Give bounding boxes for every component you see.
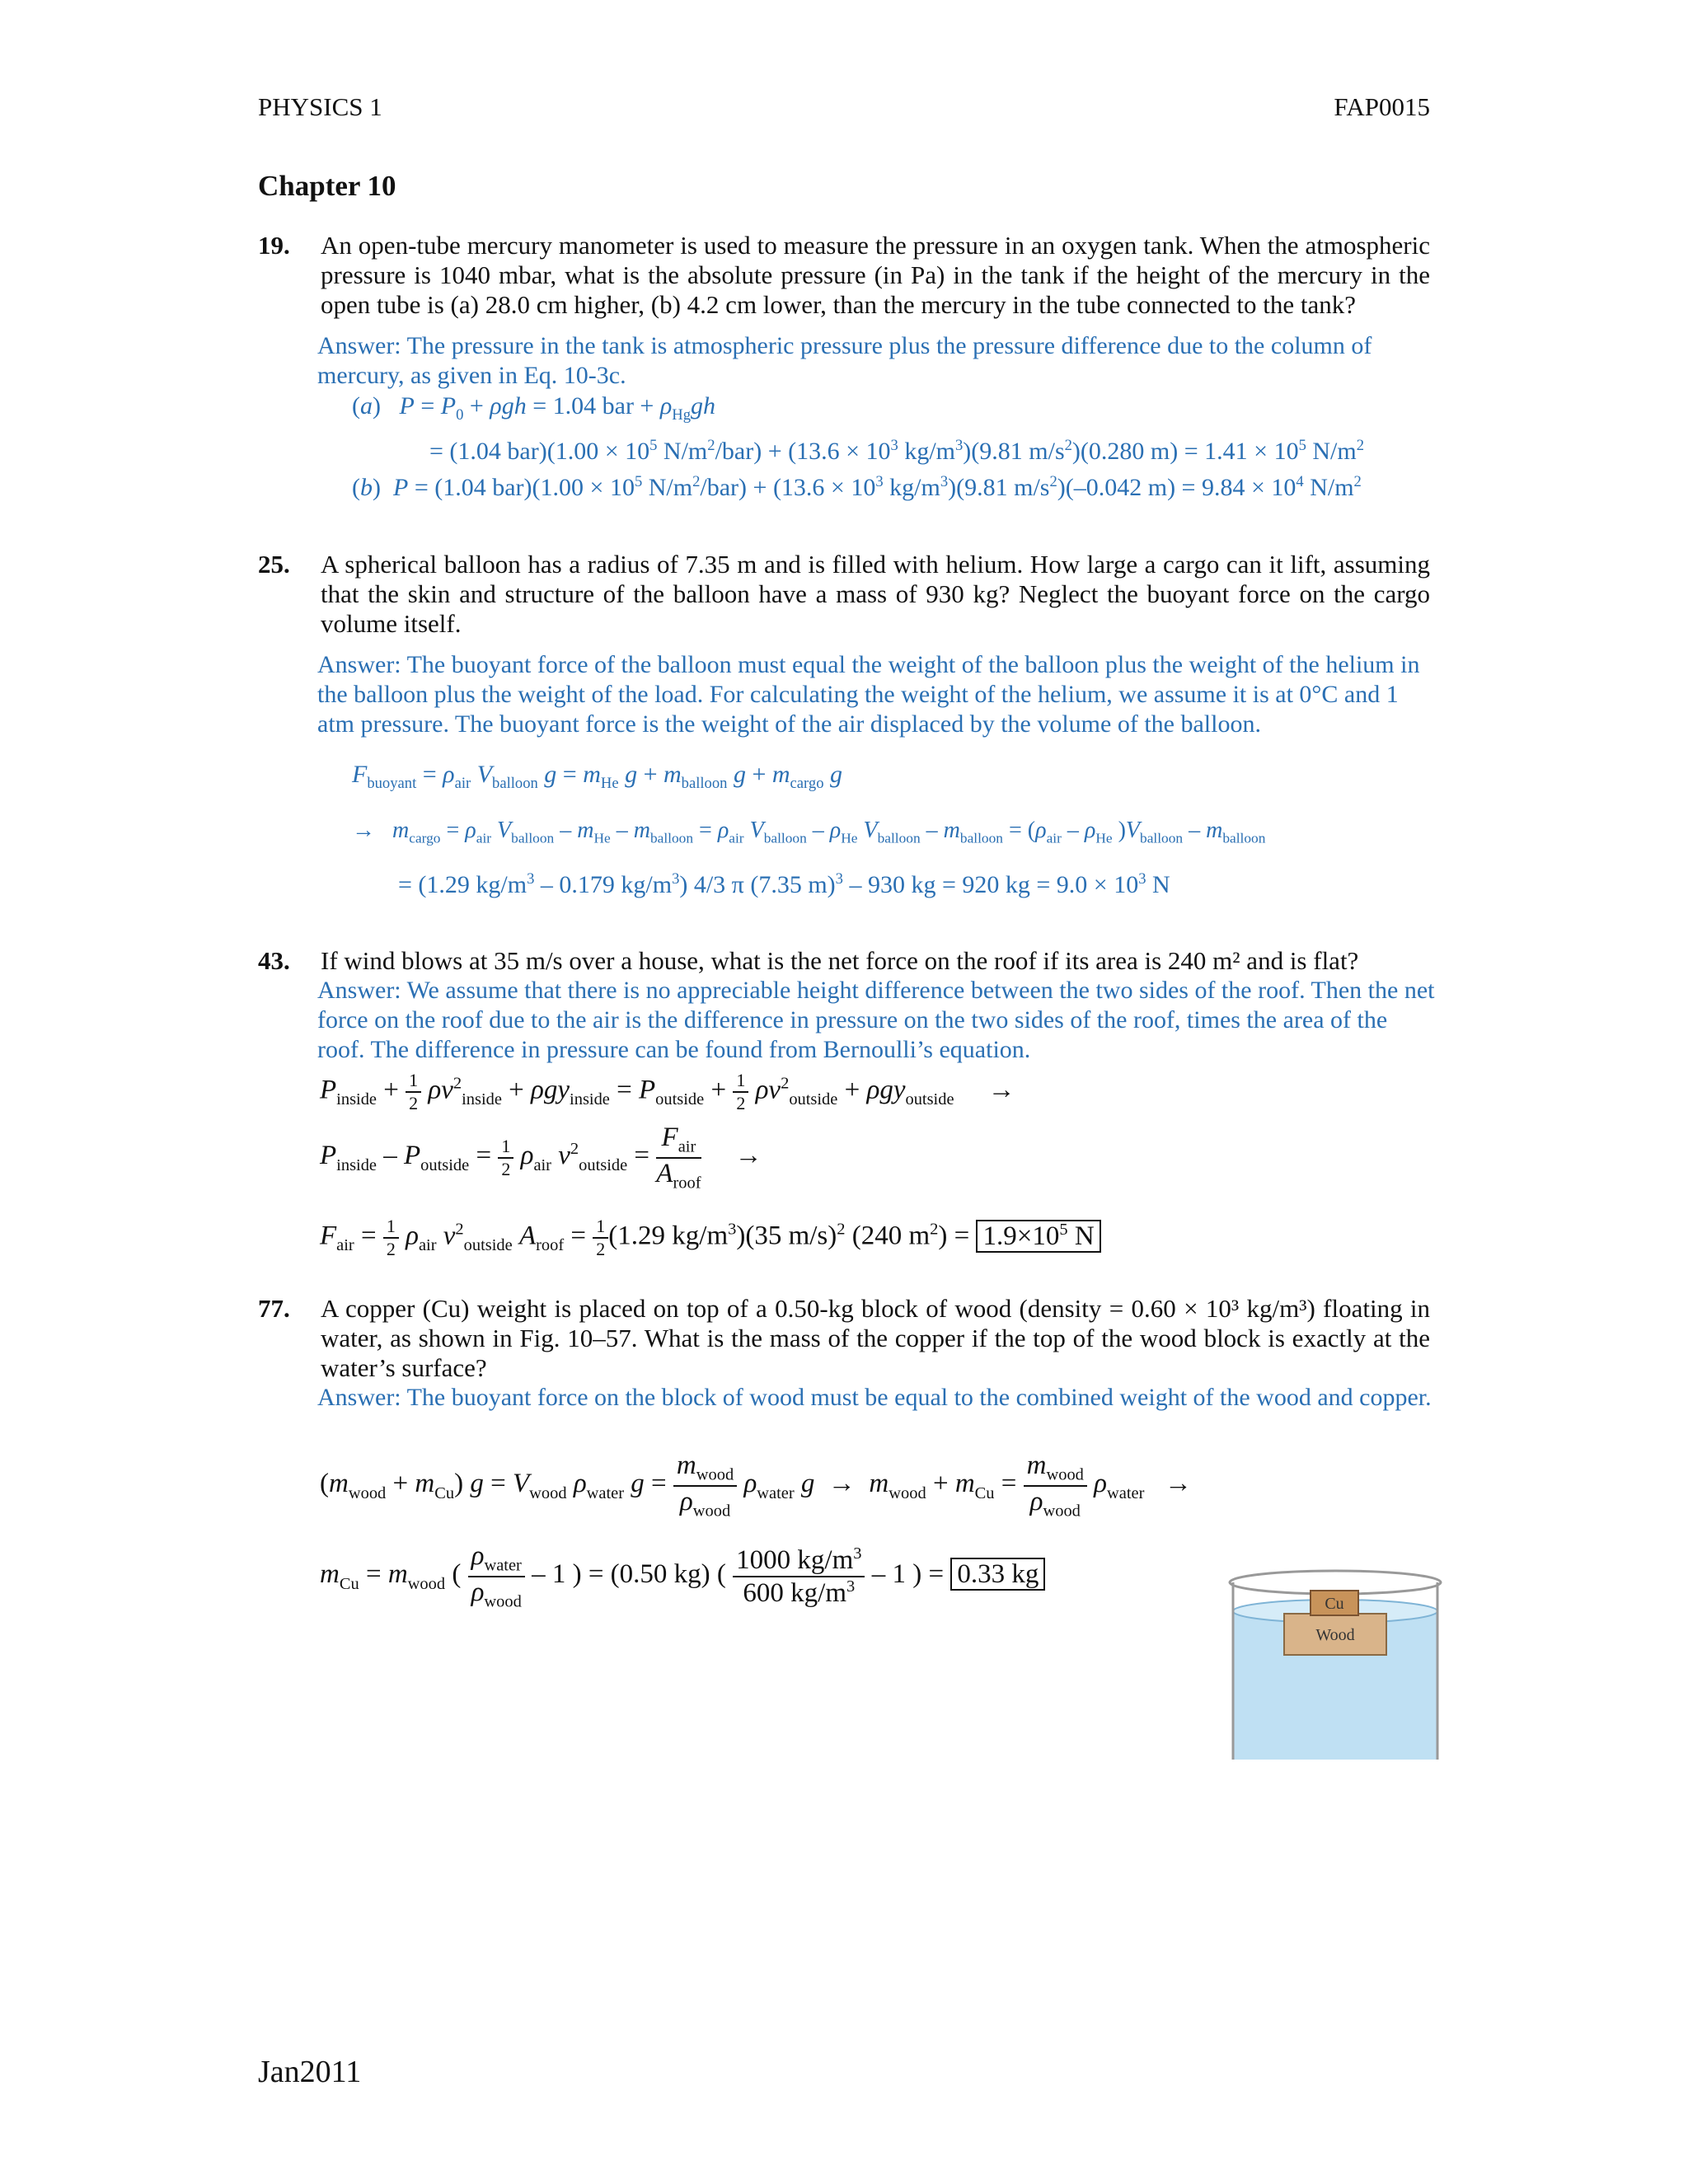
equation-19a-value: = (1.04 $bar)(1.00 \times 10^5$ $N/m^2/bar) + (13.6 \times 10^3$ $kg/m^3)(9.81$ $m/s^2)(0.280$ $m) = 1.41 \times 10^5$ $N/m^2$ [429,437,1365,465]
equation-19a: (a) $P = P_0 + \rho gh = 1.04$ bar + $\rho_{Hg}gh$ [352,392,715,424]
chapter-title: Chapter 10 [258,170,396,202]
answer-box: $1.9\times 10^5$ N [976,1220,1100,1253]
force-result-equation: $F_{air}$ = $\frac{1}{2}$ $\rho_{air}$ $v^2_{outside}$ $A_{roof}$ = $\frac{1}{2}$ (1.29 $kg/m^3)(35$ m/s)$^2$ (240 $m^2) = 1.9\times 10^5$ N [320,1216,1101,1260]
problem-19 [258,231,1430,503]
problem-answer: Answer: The buoyant force of the balloon must equal the weight of the balloon plus the weight of the helium in the balloon plus the weight of the load. For calculating the weight of the helium, we assume it is at 0°C and 1 atm pressure. The buoyant force is the weight of the air displaced by the volume of the balloon. [317,651,1420,738]
course-code: FAP0015 [1334,92,1430,121]
footer-date: Jan2011 [258,2055,362,2089]
pressure-difference-equation: $P_{inside} - P_{outside}$ = $\frac{1}{2}$ $\rho_{air}$ $v^2_{outside}$ = $\frac{F_{air}}{A_{roof}}$ → [320,1122,762,1193]
problem-question: A copper (Cu) weight is placed on top of a 0.50-kg block of wood (density = 0.60 × 10³ kg/m³) floating in water, as shown in Fig. 10–57. What is the mass of the copper if the top of the wood block is exactly at the water’s surface? [321,1294,1430,1382]
equation-19b: (b) P = (1.04 $bar)(1.00 \times 10^5$ $N/m^2/bar) + (13.6 \times 10^3$ $kg/m^3)(9.81$ $m/s^2)(-0.042$ $m) = 9.84 \times 10^4$ $N/m^2$ [352,473,1362,501]
wood-label: Wood [1315,1626,1355,1644]
problem-answer: Answer: The pressure in the tank is atmospheric pressure plus the pressure difference due to the column of mercury, as given in Eq. 10-3c. [317,332,1372,389]
problem-77 [258,1294,1430,1413]
problem-43 [258,946,1435,1065]
problem-number: 43. [258,946,290,975]
problem-question: A spherical balloon has a radius of 7.35 m and is filled with helium. How large a cargo can it lift, assuming that the skin and structure of the balloon have a mass of 930 kg? Neglect the buoyant force on the cargo volume itself. [321,550,1430,638]
copper-mass-equation: $m_{Cu} = m_{wood}$ ( $\frac{\rho_{water}}{\rho_{wood}}$ – 1 ) = (0.50 kg) ( $\frac{1000 kg/m^3}{600 kg/m^3}$ – 1 ) = 0.33 kg [320,1541,1045,1611]
problem-number: 77. [258,1294,290,1323]
problem-question: An open-tube mercury manometer is used to measure the pressure in an oxygen tank. When the atmospheric pressure is 1040 mbar, what is the absolute pressure (in Pa) in the tank if the height of the mercury in the open tube is (a) 28.0 cm higher, (b) 4.2 cm lower, than the mercury in the tube connected to the tank? [321,231,1430,319]
problem-answer: Answer: The buoyant force on the block of wood must be equal to the combined weight of the wood and copper. [317,1384,1432,1411]
buoyancy-equation: $(m_{wood} + m_{Cu}) g = V_{wood}$ $\rho_{water}$ g = $\frac{m_{wood}}{\rho_{wood}}$ $\rho_{water}$ $g \to m_{wood} + m_{Cu}$ = $\frac{m_{wood}}{\rho_{wood}}$ $\rho_{water}$ → [320,1451,1193,1521]
equation-25-buoyant: $F_{buoyant} = \rho_{air}$ $V_{balloon}$ $g = m_{He}$ $g + m_{balloon}$ $g + m_{cargo}$ g [352,761,843,792]
problem-25 [258,550,1430,900]
problem-number: 19. [258,231,290,260]
problem-answer: Answer: We assume that there is no appreciable height difference between the two sides of the roof. Then the net force on the roof due to the air is the difference in pressure on the two sides of the roof, times the area of the roof. The difference in pressure can be found from Bernoulli’s equation. [317,977,1435,1063]
beaker-figure [1220,1566,1451,1764]
course-header: PHYSICS 1 [258,92,382,121]
answer-box: 0.33 kg [950,1558,1045,1591]
bernoulli-equation: $P_{inside}$ + $\frac{1}{2}$ $\rho v^2_{inside} + \rho gy_{inside} = P_{outside}$ + $\frac{1}{2}$ $\rho v^2_{outside} + \rho gy_{outside}$ → [320,1070,1015,1113]
equation-25-value: = (1.29 $kg/m^3 - 0.179$ $kg/m^3$) 4/3 π (7.35 m)$^3$ – 930 kg = 920 kg = $9.0 \times 10^3$ N [398,869,1170,898]
copper-label: Cu [1325,1595,1344,1613]
equation-25-cargo: → $m_{cargo} = \rho_{air}$ $V_{balloon} - m_{He} - m_{balloon} = \rho_{air}$ $V_{balloon} - \rho_{He}$ $V_{balloon} - m_{balloon} = (\rho_{air} - \rho_{He}$ )$V_{balloon} - m_{balloon}$ [352,818,1266,846]
problem-question: If wind blows at 35 m/s over a house, what is the net force on the roof if its area is 240 m² and is flat? [321,946,1359,975]
problem-number: 25. [258,550,290,579]
